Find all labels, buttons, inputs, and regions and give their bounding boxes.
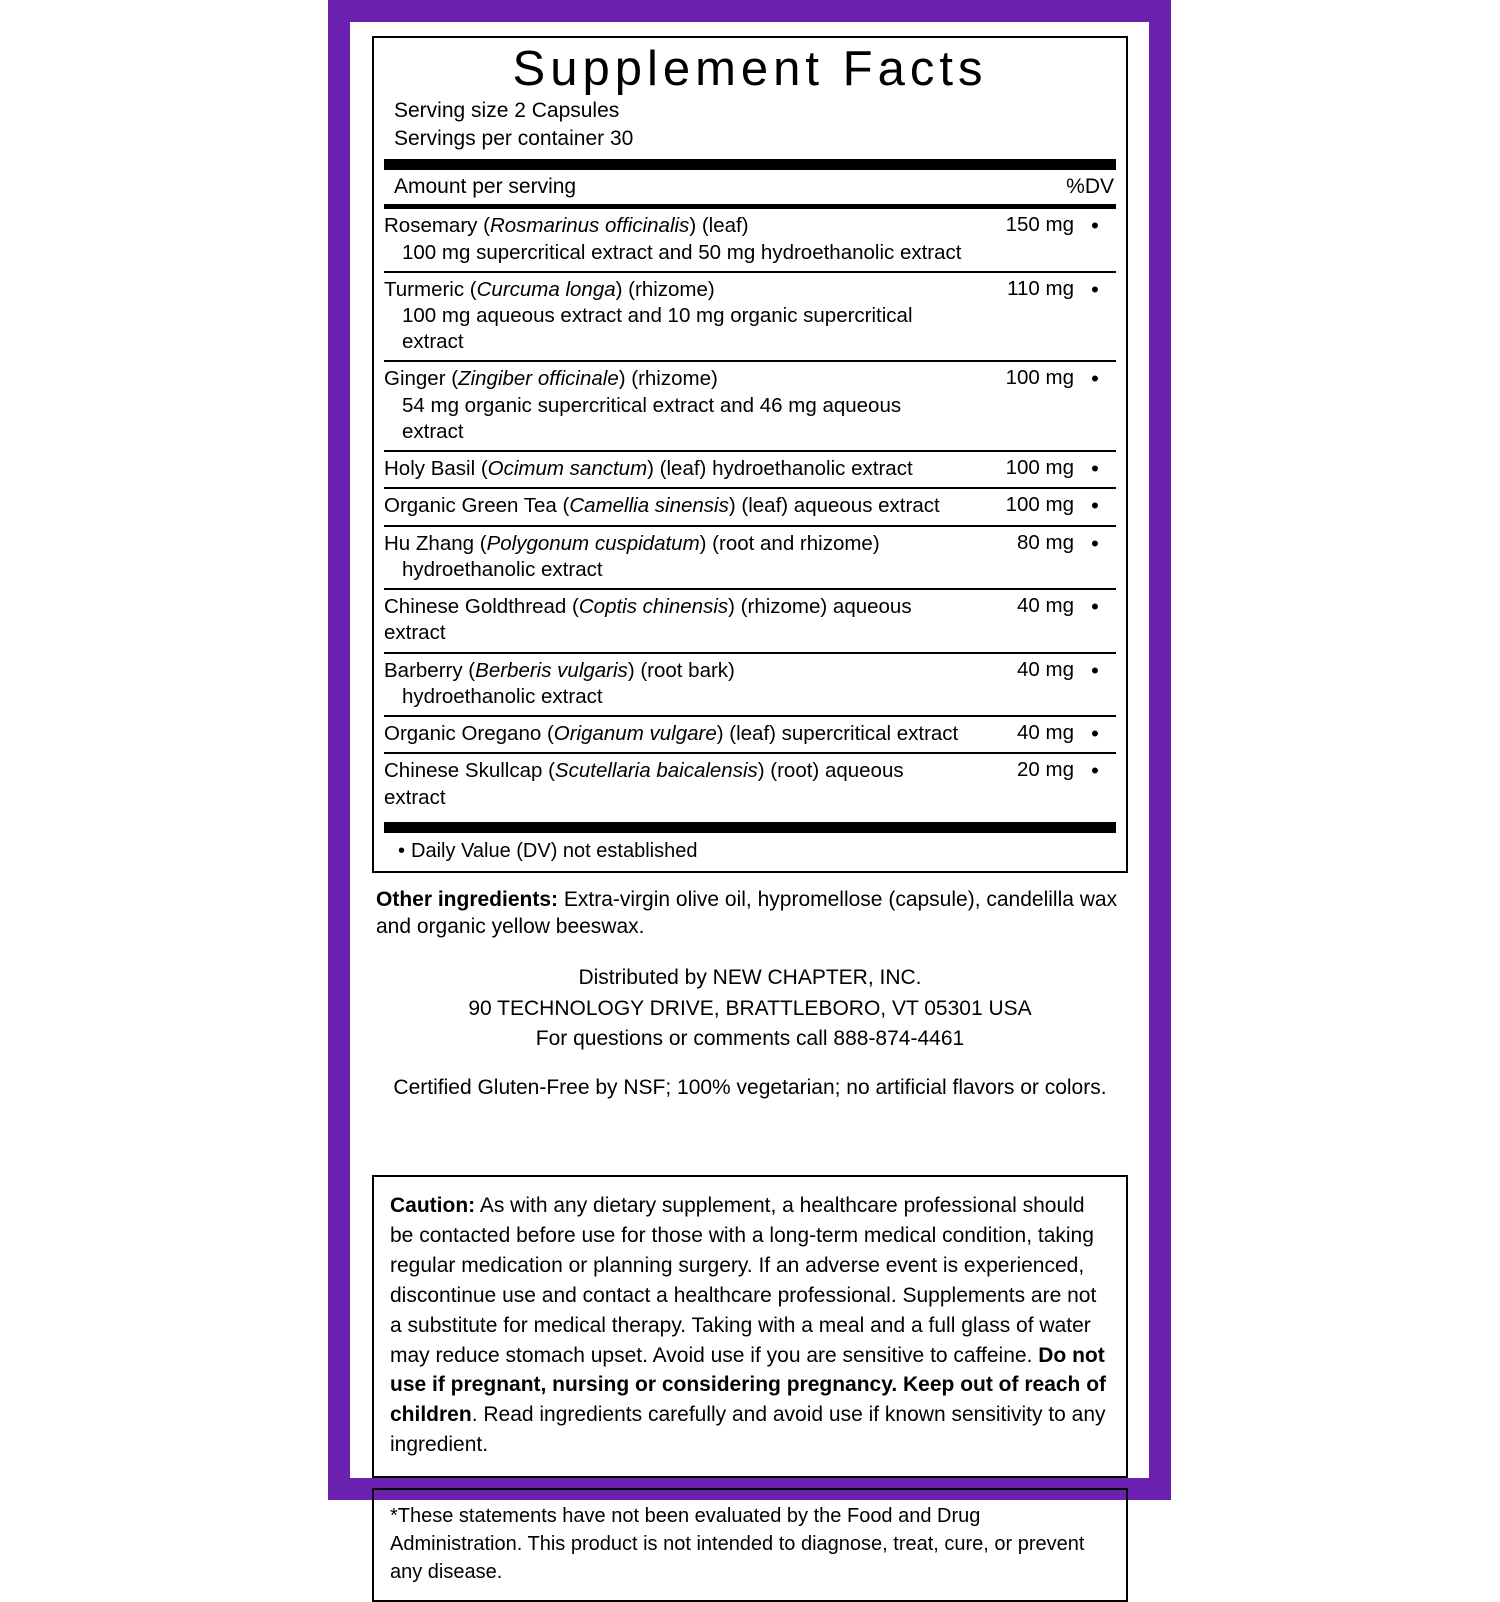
amount-header-row xyxy=(384,170,1116,204)
ingredient-dv: • xyxy=(1074,272,1116,362)
ingredient-dv: • xyxy=(1074,589,1116,652)
certification-text: Certified Gluten-Free by NSF; 100% vegetarian; no artificial flavors or colors. xyxy=(393,1076,1107,1100)
caution-text-1: As with any dietary supplement, a healthcare professional should be contacted before use for those with a long-term medical condition, taking regular medication or planning surgery. If an adverse event is experienced, discontinue use and contact a healthcare professional. Supplements are not a substitute for medical therapy. Taking with a meal and a full glass of water may reduce stomach upset. Avoid use if you are sensitive to caffeine. xyxy=(390,1194,1097,1367)
ingredient-latin: Rosmarinus officinalis xyxy=(489,214,690,238)
ingredient-name-tail: ) (rhizome) xyxy=(615,277,715,301)
ingredient-latin: Scutellaria baicalensis xyxy=(554,759,758,783)
ingredient-amount: 100 mg xyxy=(964,361,1074,451)
ingredient-name-tail: ) (leaf) xyxy=(689,214,749,238)
caution-label: Caution: xyxy=(390,1194,476,1218)
table-row xyxy=(384,488,1116,525)
ingredient-name: Barberry ( xyxy=(384,658,476,682)
ingredient-name-tail: ) (root bark) xyxy=(627,658,735,682)
dv-footnote xyxy=(384,833,1116,871)
table-row xyxy=(384,716,1116,753)
ingredient-name-cell xyxy=(384,653,964,716)
ingredient-name-tail: ) (leaf) supercritical extract xyxy=(716,722,959,746)
divider-thick-top xyxy=(384,159,1116,170)
caution-text-2: . Read ingredients carefully and avoid use if known sensitivity to any ingredient. xyxy=(390,1403,1106,1456)
divider-thick-bottom xyxy=(384,822,1116,833)
supplement-facts-title: Supplement Facts xyxy=(512,42,988,96)
ingredient-name-tail: ) (root and rhizome) xyxy=(699,531,880,555)
ingredient-detail: hydroethanolic extract xyxy=(402,557,603,581)
ingredient-amount: 110 mg xyxy=(964,272,1074,362)
ingredient-name-tail: ) (leaf) hydroethanolic extract xyxy=(647,457,913,481)
table-row xyxy=(384,589,1116,652)
ingredient-amount: 40 mg xyxy=(964,589,1074,652)
disclaimer-line-1: *These statements have not been evaluated by the Food and Drug Administration. xyxy=(390,1504,981,1555)
serving-size: Serving size 2 Capsules xyxy=(394,99,620,123)
ingredient-latin: Zingiber officinale xyxy=(458,367,619,391)
percent-dv-label: %DV xyxy=(1066,175,1114,199)
ingredient-dv: • xyxy=(1074,716,1116,753)
ingredient-amount: 40 mg xyxy=(964,716,1074,753)
ingredient-latin: Camellia sinensis xyxy=(569,494,729,518)
ingredient-dv: • xyxy=(1074,209,1116,271)
ingredient-amount: 80 mg xyxy=(964,526,1074,589)
other-ingredients-label: Other ingredients: xyxy=(376,887,559,911)
ingredient-name-cell xyxy=(384,209,964,271)
ingredient-latin: Origanum vulgare xyxy=(553,722,717,746)
ingredient-amount: 40 mg xyxy=(964,653,1074,716)
table-row xyxy=(384,753,1116,815)
ingredient-dv: • xyxy=(1091,758,1099,784)
caution-bold-warning: Do not use if pregnant, nursing or considering pregnancy. Keep out of reach of children xyxy=(390,1343,1107,1427)
ingredient-name-cell xyxy=(384,488,964,525)
ingredient-name-cell xyxy=(384,589,964,652)
ingredient-name-tail: ) (rhizome) aqueous extract xyxy=(384,595,912,645)
ingredient-latin: Coptis chinensis xyxy=(578,595,729,619)
distributor-line-2: 90 TECHNOLOGY DRIVE, BRATTLEBORO, VT 05301 USA xyxy=(468,996,1032,1020)
table-row xyxy=(384,526,1116,589)
table-row xyxy=(384,209,1116,271)
table-row xyxy=(384,653,1116,716)
ingredient-name-tail: ) (leaf) aqueous extract xyxy=(728,494,940,518)
distributor-line-1: Distributed by NEW CHAPTER, INC. xyxy=(578,966,922,990)
ingredient-detail: 100 mg aqueous extract and 10 mg organic supercritical extract xyxy=(402,303,913,354)
ingredient-amount: 100 mg xyxy=(964,488,1074,525)
ingredient-name-cell xyxy=(384,361,964,451)
ingredient-name: Holy Basil ( xyxy=(384,457,488,481)
other-ingredients-text: Extra-virgin olive oil, hypromellose (capsule), candelilla wax and organic yellow beeswax. xyxy=(376,887,1118,939)
fda-disclaimer-box xyxy=(372,1488,1128,1602)
ingredient-dv: • xyxy=(1074,526,1116,589)
ingredient-name-cell xyxy=(384,526,964,589)
ingredient-name: Chinese Skullcap ( xyxy=(384,759,555,783)
ingredient-amount: 20 mg xyxy=(1017,758,1074,782)
distributor-phone: For questions or comments call 888-874-4461 xyxy=(535,1027,965,1051)
disclaimer-line-2: This product is not intended to diagnose, treat, cure, or prevent any disease. xyxy=(390,1532,1085,1583)
ingredient-name-tail: ) (root) aqueous extract xyxy=(384,759,904,809)
caution-box xyxy=(372,1175,1128,1477)
footnote-text: Daily Value (DV) not established xyxy=(411,839,698,862)
ingredient-latin: Polygonum cuspidatum xyxy=(486,531,700,555)
other-ingredients xyxy=(372,886,1128,941)
table-row xyxy=(384,272,1116,362)
ingredient-name-cell xyxy=(384,753,964,815)
table-row xyxy=(384,361,1116,451)
ingredient-name: Hu Zhang ( xyxy=(384,531,487,555)
ingredient-name: Chinese Goldthread ( xyxy=(384,595,579,619)
ingredient-latin: Berberis vulgaris xyxy=(475,658,628,682)
ingredient-name: Rosemary ( xyxy=(384,214,490,238)
servings-per-container: Servings per container 30 xyxy=(394,127,634,151)
ingredient-name: Organic Green Tea ( xyxy=(384,494,570,518)
ingredients-table xyxy=(384,209,1116,815)
ingredient-dv: • xyxy=(1074,488,1116,525)
ingredient-dv: • xyxy=(1074,653,1116,716)
ingredient-detail: hydroethanolic extract xyxy=(402,684,603,708)
ingredient-name-cell xyxy=(384,272,964,362)
ingredient-amount: 100 mg xyxy=(964,451,1074,488)
distributor-block xyxy=(372,963,1128,1054)
ingredient-dv: • xyxy=(1074,361,1116,451)
label-content xyxy=(372,36,1128,1602)
amount-per-serving-label: Amount per serving xyxy=(394,175,577,199)
ingredient-latin: Curcuma longa xyxy=(476,277,616,301)
ingredient-dv: • xyxy=(1074,451,1116,488)
ingredient-name: Organic Oregano ( xyxy=(384,722,554,746)
footnote-bullet-icon: • xyxy=(398,839,406,862)
table-row xyxy=(384,451,1116,488)
ingredient-detail: 100 mg supercritical extract and 50 mg hydroethanolic extract xyxy=(402,240,962,264)
ingredient-latin: Ocimum sanctum xyxy=(487,457,648,481)
ingredient-name: Turmeric ( xyxy=(384,277,477,301)
supplement-facts-panel xyxy=(372,36,1128,873)
ingredient-detail: 54 mg organic supercritical extract and 46 mg aqueous extract xyxy=(402,393,902,443)
ingredient-name-cell xyxy=(384,716,964,753)
ingredient-amount: 150 mg xyxy=(964,209,1074,271)
ingredient-name: Ginger ( xyxy=(384,367,459,391)
ingredient-name-cell xyxy=(384,451,964,488)
ingredient-name-tail: ) (rhizome) xyxy=(618,367,718,391)
